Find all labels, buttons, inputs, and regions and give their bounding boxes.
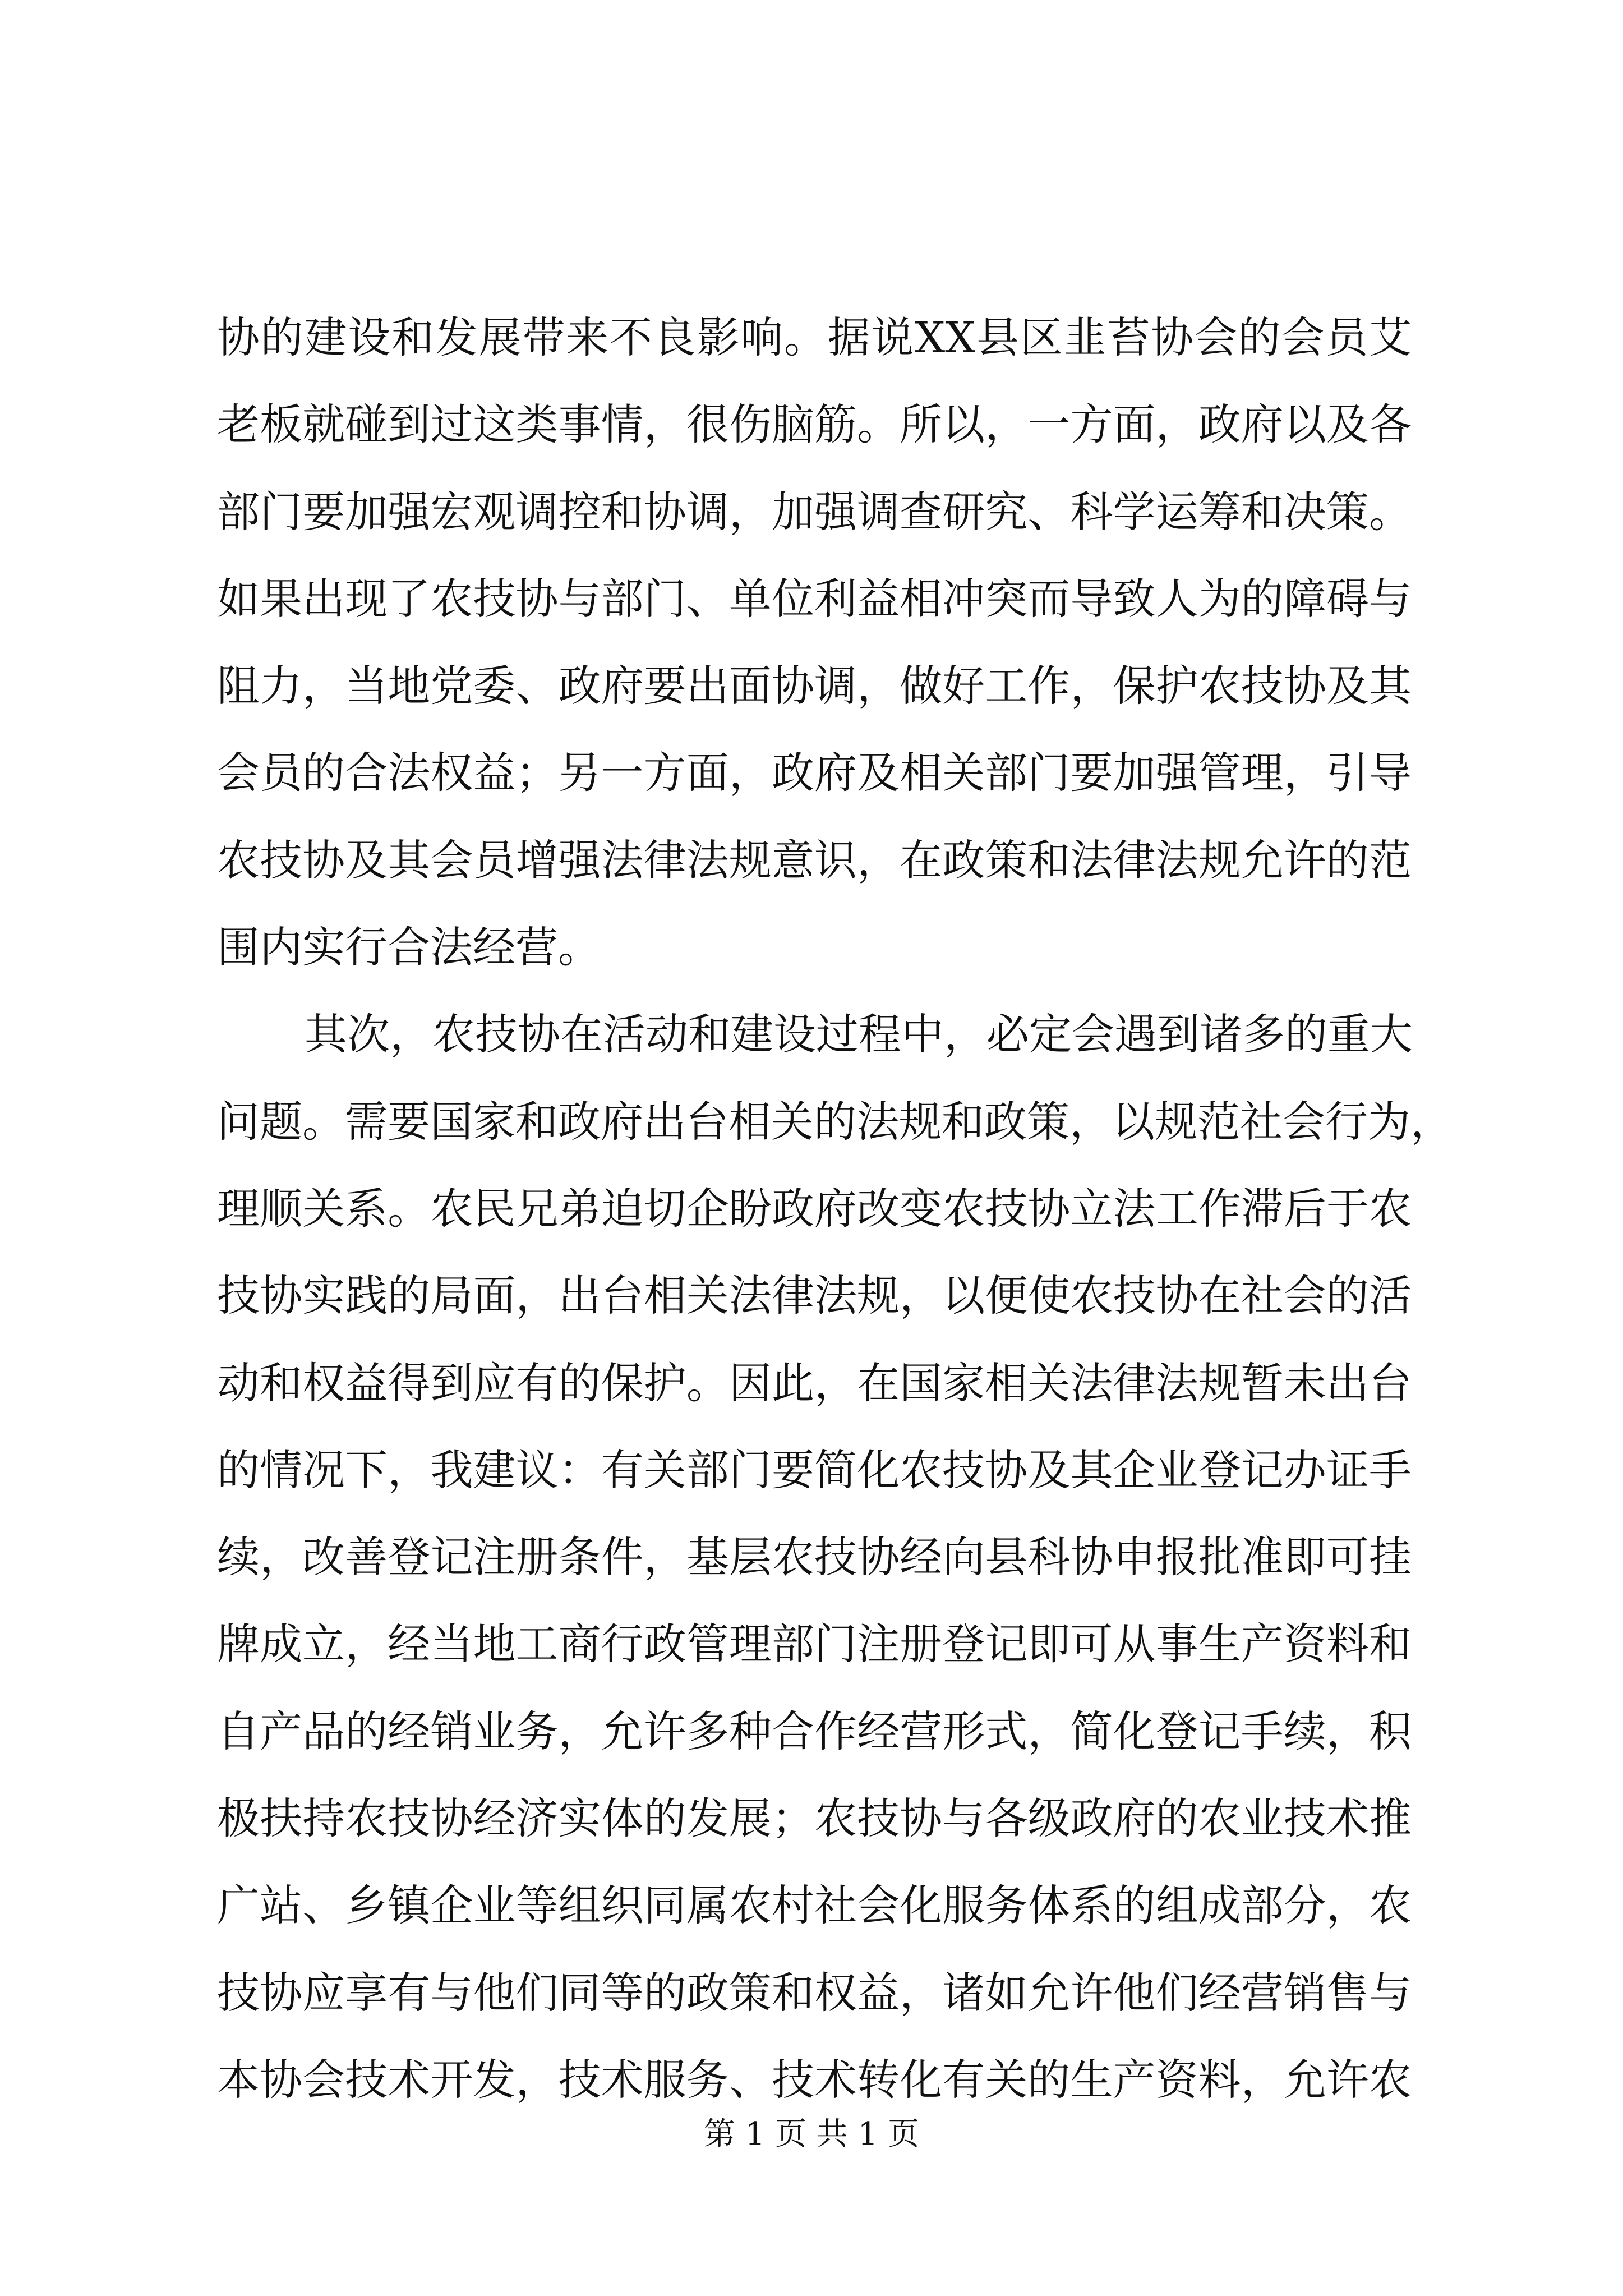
text-line: 牌成立，经当地工商行政管理部门注册登记即可从事生产资料和 xyxy=(217,1619,1412,1669)
text-line: 的情况下，我建议：有关部门要简化农技协及其企业登记办证手 xyxy=(217,1444,1412,1495)
text-line: 农技协及其会员增强法律法规意识，在政策和法律法规允许的范 xyxy=(217,835,1412,885)
text-line: 其次，农技协在活动和建设过程中，必定会遇到诸多的重大 xyxy=(305,1009,1413,1060)
paragraph-1 xyxy=(217,294,1412,991)
text-line: 会员的合法权益；另一方面，政府及相关部门要加强管理，引导 xyxy=(217,748,1412,798)
text-line: 动和权益得到应有的保护。因此，在国家相关法律法规暂未出台 xyxy=(217,1358,1412,1408)
text-line: 协的建设和发展带来不良影响。据说XX县区韭苔协会的会员艾 xyxy=(217,312,1412,362)
text-line: 老板就碰到过这类事情，很伤脑筋。所以，一方面，政府以及各 xyxy=(217,399,1412,450)
text-line: 广站、乡镇企业等组织同属农村社会化服务体系的组成部分，农 xyxy=(217,1880,1412,1931)
text-line: 极扶持农技协经济实体的发展；农技协与各级政府的农业技术推 xyxy=(217,1793,1412,1844)
page-number-footer: 第 1 页 共 1 页 xyxy=(703,2116,920,2152)
text-line: 部门要加强宏观调控和协调，加强调查研究、科学运筹和决策。 xyxy=(217,486,1412,537)
text-line: 如果出现了农技协与部门、单位利益相冲突而导致人为的障碍与 xyxy=(217,573,1412,624)
text-line: 自产品的经销业务，允许多种合作经营形式，简化登记手续，积 xyxy=(217,1706,1412,1756)
text-line: 技协实践的局面，出台相关法律法规，以便使农技协在社会的活 xyxy=(217,1271,1412,1321)
text-line: 阻力，当地党委、政府要出面协调，做好工作，保护农技协及其 xyxy=(217,661,1412,711)
text-line: 围内实行合法经营。 xyxy=(217,922,601,973)
text-line: 续，改善登记注册条件，基层农技协经向县科协申报批准即可挂 xyxy=(217,1532,1412,1582)
paragraph-2 xyxy=(217,991,1453,2123)
text-line: 技协应享有与他们同等的政策和权益，诸如允许他们经营销售与 xyxy=(217,1967,1412,2018)
text-line: 本协会技术开发，技术服务、技术转化有关的生产资料，允许农 xyxy=(217,2054,1412,2105)
text-line: 问题。需要国家和政府出台相关的法规和政策，以规范社会行为， xyxy=(217,1096,1453,1147)
document-body xyxy=(217,294,1453,2123)
text-line: 理顺关系。农民兄弟迫切企盼政府改变农技协立法工作滞后于农 xyxy=(217,1183,1412,1234)
